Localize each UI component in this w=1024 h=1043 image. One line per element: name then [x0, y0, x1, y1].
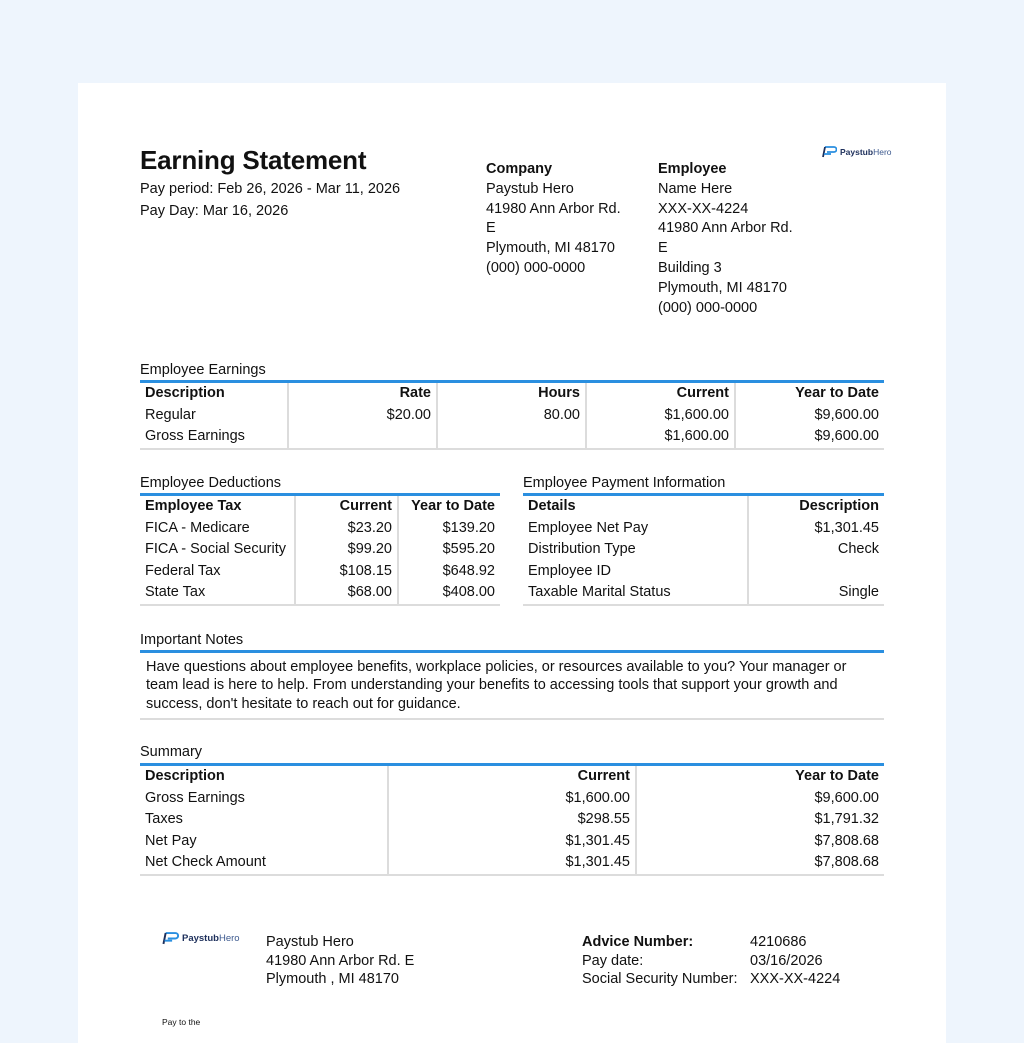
summary-section-label: Summary [140, 744, 203, 760]
company-line: E [486, 220, 496, 237]
ssn-value: XXX-XX-4224 [750, 971, 841, 987]
table-cell: $9,600.00 [735, 426, 884, 449]
column-header: Current [295, 495, 398, 518]
table-row [140, 831, 884, 853]
table-cell: $298.55 [388, 809, 636, 831]
table-cell: Taxes [145, 811, 183, 827]
table-cell: $1,301.45 [748, 518, 884, 540]
table-cell: $7,808.68 [636, 831, 884, 853]
check-company-line: 41980 Ann Arbor Rd. E [266, 952, 415, 969]
logo-text-bold: Paystub [840, 147, 874, 157]
table-cell: Distribution Type [528, 541, 636, 557]
employee-line: Name Here [658, 180, 733, 197]
company-heading: Company [486, 161, 553, 177]
check-company-address [266, 933, 414, 989]
table-row [140, 426, 884, 449]
table-cell: Federal Tax [145, 562, 221, 579]
table-cell: FICA - Medicare [145, 519, 250, 536]
table-cell: State Tax [140, 582, 295, 605]
statement-title: Earning Statement [140, 145, 367, 175]
pay-date-label: Pay date: [582, 952, 644, 969]
table-cell: Taxable Marital Status [523, 582, 748, 605]
table-cell: Single [748, 582, 884, 605]
table-cell: Employee Net Pay [528, 519, 649, 536]
summary-table [140, 763, 884, 876]
column-header: Rate [288, 382, 437, 405]
pay-date-value: 03/16/2026 [750, 952, 823, 969]
pay-period-block [140, 178, 400, 222]
logo-text-bold: Paystub [182, 933, 219, 944]
table-cell [437, 426, 586, 449]
table-header-row [140, 495, 500, 518]
table-row [140, 539, 500, 561]
advice-number-value: 4210686 [750, 934, 807, 950]
table-row [140, 405, 884, 427]
table-cell: $1,600.00 [388, 788, 636, 810]
paystubhero-logo [822, 146, 892, 158]
table-cell: $9,600.00 [636, 788, 884, 810]
column-header: Description [145, 768, 225, 784]
column-header: Description [145, 385, 225, 401]
table-cell: $139.20 [398, 518, 500, 540]
pay-day: Pay Day: Mar 16, 2026 [140, 203, 289, 219]
table-header-row [140, 382, 884, 405]
table-cell: FICA - Social Security [145, 541, 287, 557]
notes-section-label: Important Notes [140, 632, 244, 648]
column-header: Current [388, 765, 636, 788]
table-row [140, 809, 884, 831]
table-cell: Regular [145, 406, 196, 423]
table-row [140, 561, 500, 583]
pay-to-label: Pay to the [162, 1017, 201, 1027]
employee-heading: Employee [658, 161, 727, 177]
paystubhero-logo-icon [162, 932, 179, 945]
check-labels [582, 933, 738, 989]
column-header: Year to Date [735, 382, 884, 405]
table-cell: $648.92 [398, 561, 500, 583]
column-header: Current [586, 382, 735, 405]
table-cell: $1,600.00 [586, 426, 735, 449]
check-values [750, 933, 840, 989]
table-cell: $408.00 [398, 582, 500, 605]
notes-text: Have questions about employee benefits, workplace policies, or resources available to you? Your manager or team lead is here to help. From understanding your benefits to accessing tools that support your growth and success, don't hesitate to reach out for guidance. [140, 650, 884, 720]
deductions-table [140, 493, 500, 606]
employee-line: (000) 000-0000 [658, 299, 758, 316]
table-cell [288, 426, 437, 449]
earnings-table [140, 380, 884, 450]
column-header: Year to Date [636, 765, 884, 788]
employee-line: E [658, 240, 668, 257]
column-header: Employee Tax [145, 498, 242, 514]
table-cell: $7,808.68 [636, 852, 884, 875]
employee-line: Plymouth, MI 48170 [658, 279, 787, 296]
table-row [523, 582, 884, 605]
table-row [140, 582, 500, 605]
deductions-section-label: Employee Deductions [140, 475, 282, 491]
table-header-row [140, 765, 884, 788]
table-cell: $68.00 [295, 582, 398, 605]
advice-number-label: Advice Number: [582, 934, 694, 950]
table-cell: Net Pay [145, 832, 197, 849]
table-cell: Gross Earnings [145, 789, 245, 806]
ssn-label: Social Security Number: [582, 971, 738, 987]
check-company-line: Plymouth , MI 48170 [266, 971, 399, 987]
table-cell: $99.20 [295, 539, 398, 561]
employee-block [658, 160, 793, 318]
logo-text-light: Hero [218, 933, 240, 944]
table-cell: Check [748, 539, 884, 561]
payment-info-section-label: Employee Payment Information [523, 475, 726, 491]
pay-stub-document [78, 83, 946, 1043]
payment-info-table [523, 493, 884, 606]
column-header: Details [528, 498, 576, 514]
table-row [140, 518, 500, 540]
column-header: Year to Date [398, 495, 500, 518]
table-cell: $108.15 [295, 561, 398, 583]
employee-line: Building 3 [658, 259, 722, 276]
company-line: Paystub Hero [486, 180, 574, 197]
earnings-section-label: Employee Earnings [140, 362, 266, 378]
table-cell: $1,791.32 [636, 809, 884, 831]
company-block [486, 160, 621, 279]
table-cell: Employee ID [528, 562, 612, 579]
table-row [140, 852, 884, 875]
column-header: Hours [437, 382, 586, 405]
pay-period: Pay period: Feb 26, 2026 - Mar 11, 2026 [140, 181, 401, 197]
table-cell: $595.20 [398, 539, 500, 561]
table-row [523, 539, 884, 561]
table-cell: 80.00 [437, 405, 586, 427]
paystubhero-logo-icon [822, 146, 837, 158]
table-cell [748, 561, 884, 583]
table-cell: $9,600.00 [735, 405, 884, 427]
table-header-row [523, 495, 884, 518]
table-cell: Net Check Amount [140, 852, 388, 875]
table-cell: Gross Earnings [140, 426, 288, 449]
company-line: 41980 Ann Arbor Rd. [486, 200, 621, 217]
table-cell: $1,301.45 [388, 852, 636, 875]
company-line: Plymouth, MI 48170 [486, 240, 615, 257]
employee-line: XXX-XX-4224 [658, 200, 749, 217]
table-row [523, 561, 884, 583]
column-header: Description [748, 495, 884, 518]
check-company-line: Paystub Hero [266, 934, 354, 950]
table-cell: $23.20 [295, 518, 398, 540]
company-line: (000) 000-0000 [486, 259, 586, 276]
check-paystubhero-logo [162, 932, 240, 945]
table-cell: $20.00 [288, 405, 437, 427]
logo-text-light: Hero [873, 147, 892, 157]
employee-line: 41980 Ann Arbor Rd. [658, 220, 793, 237]
table-cell: $1,301.45 [388, 831, 636, 853]
table-cell: $1,600.00 [586, 405, 735, 427]
table-row [140, 788, 884, 810]
table-row [523, 518, 884, 540]
